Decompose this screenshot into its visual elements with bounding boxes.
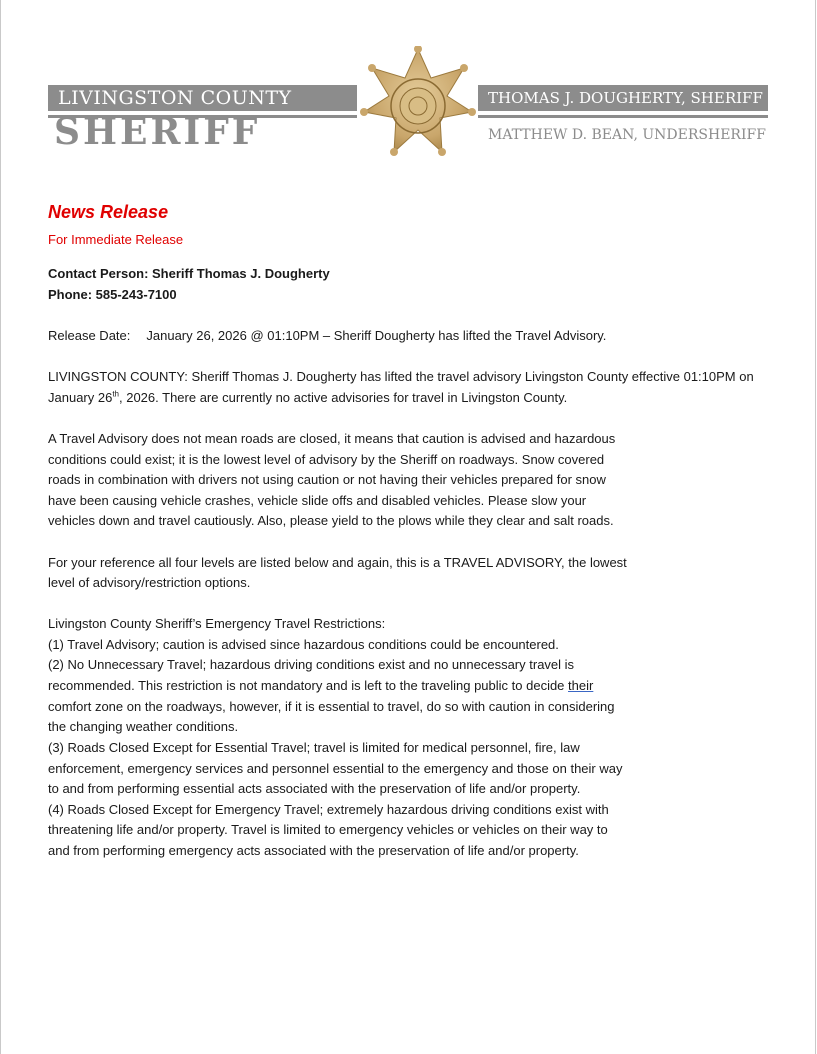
- paragraph1-ordinal: th: [112, 389, 119, 399]
- restriction-level-2-cont: [48, 676, 593, 696]
- restriction-level-4: (4) Roads Closed Except for Emergency Travel; extremely hazardous driving conditions exist with: [48, 802, 609, 817]
- paragraph1-line2: [48, 388, 567, 408]
- sheriff-wordmark: SHERIFF: [54, 111, 261, 153]
- letterhead: [48, 46, 768, 168]
- sheriff-name: THOMAS J. DOUGHERTY, SHERIFF: [488, 89, 763, 107]
- page-edge-left: [0, 0, 1, 1054]
- restriction-level-3-cont: enforcement, emergency services and personnel essential to the emergency and those on their way: [48, 761, 623, 776]
- immediate-release-label: For Immediate Release: [48, 232, 184, 247]
- letterhead-rule-right: [478, 115, 768, 118]
- restriction-level-2-cont: comfort zone on the roadways, however, if it is essential to travel, do so with caution in considering: [48, 699, 615, 714]
- paragraph2-line: vehicles down and travel cautiously. Also, please yield to the plows while they clear and salt roads.: [48, 513, 614, 528]
- contact-person: Contact Person: Sheriff Thomas J. Dougherty: [48, 266, 330, 281]
- county-name: LIVINGSTON COUNTY: [58, 87, 292, 109]
- release-date-text: January 26, 2026 @ 01:10PM – Sheriff Dougherty has lifted the Travel Advisory.: [146, 328, 607, 343]
- undersheriff-name: MATTHEW D. BEAN, UNDERSHERIFF: [488, 127, 766, 143]
- paragraph3-line: For your reference all four levels are listed below and again, this is a TRAVEL ADVISORY, the lowest: [48, 555, 627, 570]
- restriction-level-2: (2) No Unnecessary Travel; hazardous driving conditions exist and no unnecessary travel is: [48, 657, 575, 672]
- paragraph2-line: A Travel Advisory does not mean roads are closed, it means that caution is advised and hazardous: [48, 431, 616, 446]
- contact-phone: Phone: 585-243-7100: [48, 287, 177, 302]
- news-release-title: News Release: [48, 202, 169, 222]
- restriction-level-4-cont: and from performing emergency acts associated with the preservation of life and/or property.: [48, 843, 579, 858]
- paragraph2-line: have been causing vehicle crashes, vehicle slide offs and disabled vehicles. Please slow your: [48, 493, 587, 508]
- restriction-level-3: (3) Roads Closed Except for Essential Travel; travel is limited for medical personnel, fire, law: [48, 740, 580, 755]
- paragraph1-line1: LIVINGSTON COUNTY: Sheriff Thomas J. Dougherty has lifted the travel advisory Livingston County effective 01:10PM on: [48, 369, 754, 384]
- restrictions-heading: Livingston County Sheriff’s Emergency Travel Restrictions:: [48, 616, 386, 631]
- page-edge-right: [815, 0, 816, 1054]
- sheriff-star-badge-icon: [354, 46, 482, 168]
- paragraph2-line: conditions could exist; it is the lowest level of advisory by the Sheriff on roadways. Snow covered: [48, 452, 605, 467]
- restriction-line-text: recommended. This restriction is not mandatory and is left to the traveling public to decide: [48, 678, 569, 693]
- paragraph3-line: level of advisory/restriction options.: [48, 575, 251, 590]
- restriction-level-3-cont: to and from performing essential acts associated with the preservation of life and/or property.: [48, 781, 581, 796]
- grammar-flag-word: their: [568, 678, 594, 693]
- restriction-level-4-cont: threatening life and/or property. Travel is limited to emergency vehicles or vehicles on their way to: [48, 822, 608, 837]
- restriction-level-1: (1) Travel Advisory; caution is advised since hazardous conditions could be encountered.: [48, 637, 559, 652]
- paragraph1-date: January 26: [48, 390, 113, 405]
- restriction-level-2-cont: the changing weather conditions.: [48, 719, 239, 734]
- release-date: [48, 326, 606, 346]
- paragraph1-rest: , 2026. There are currently no active advisories for travel in Livingston County.: [119, 390, 568, 405]
- release-date-label: Release Date:: [48, 328, 131, 343]
- paragraph2-line: roads in combination with drivers not using caution or not having their vehicles prepared for snow: [48, 472, 606, 487]
